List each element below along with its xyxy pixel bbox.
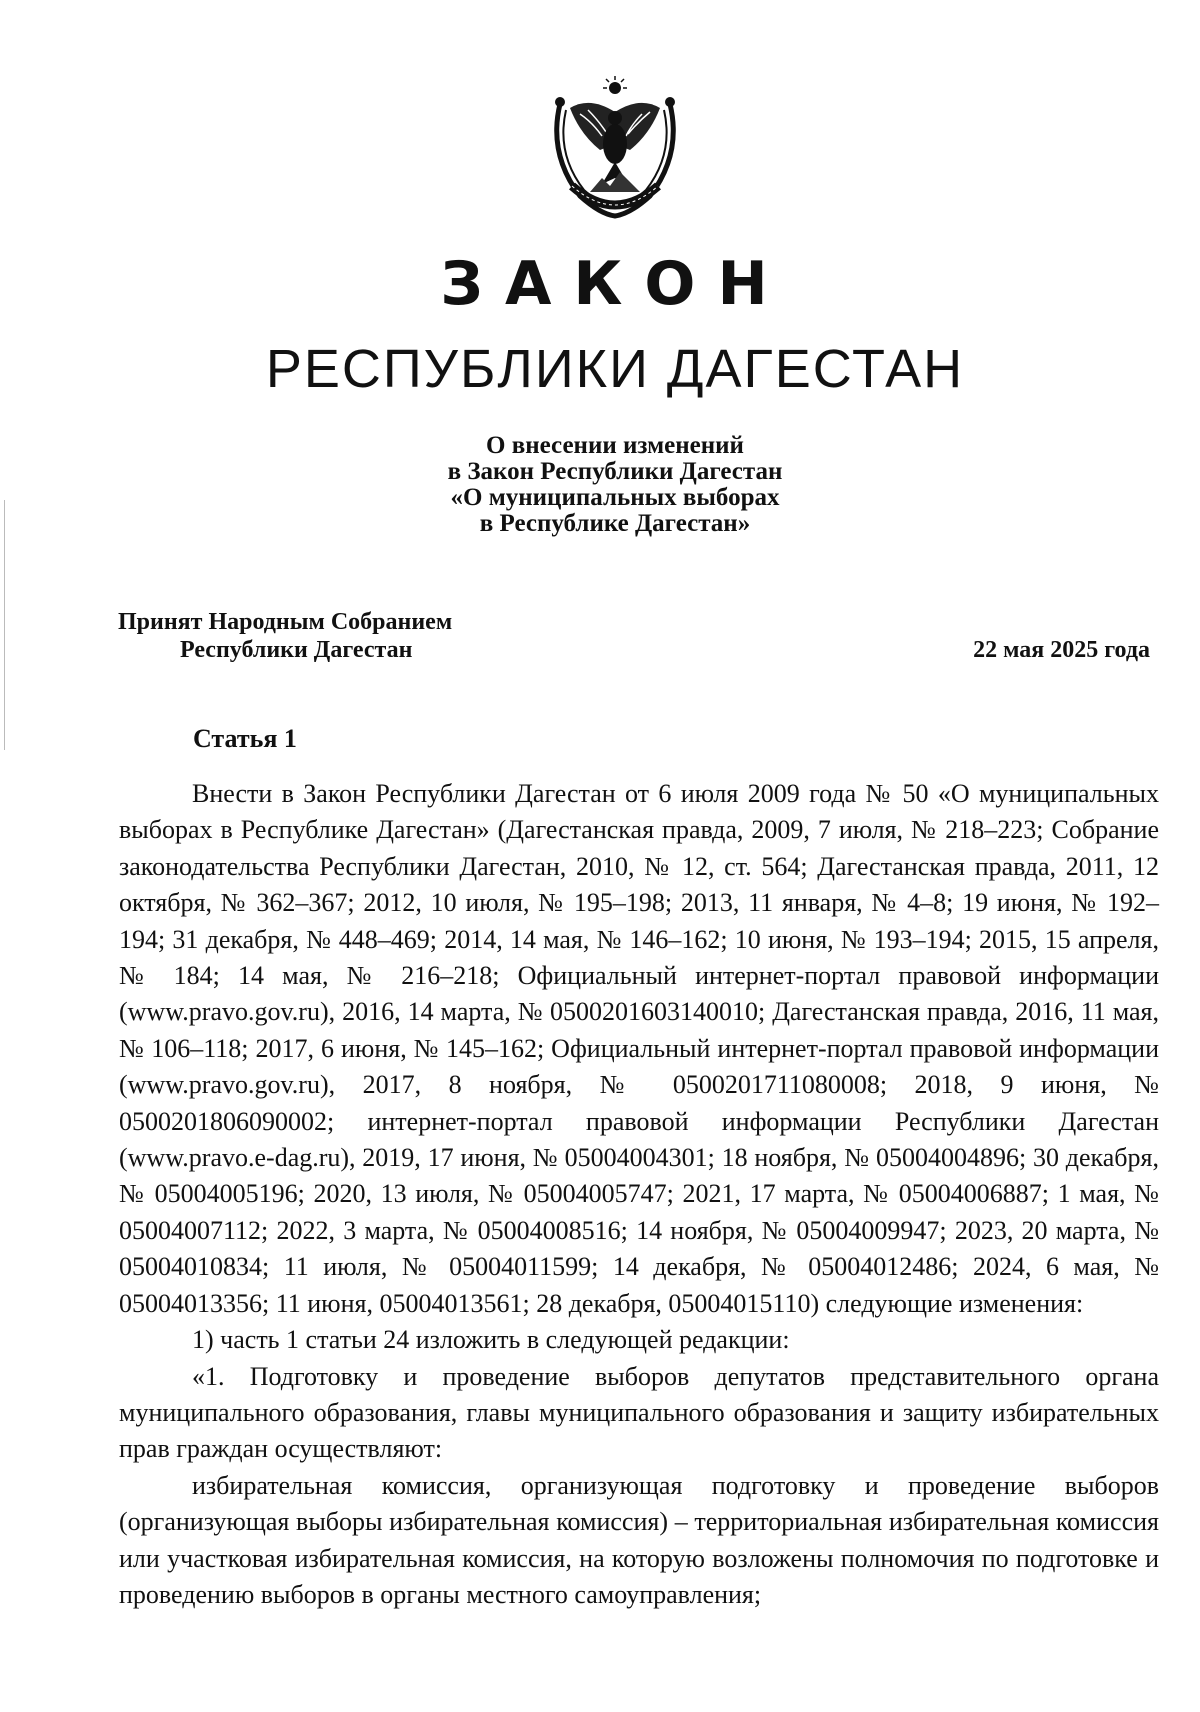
subject-line: в Закон Республики Дагестан — [447, 458, 783, 485]
adopted-by-line: Республики Дагестан — [180, 637, 413, 663]
document-title: ЗАКОН — [440, 249, 790, 319]
document-subtitle: РЕСПУБЛИКИ ДАГЕСТАН — [265, 339, 965, 399]
document-subject — [0, 433, 1200, 537]
subject-line: «О муниципальных выборах — [450, 484, 780, 511]
adopted-date: 22 мая 2025 года — [973, 637, 1150, 663]
subject-line: в Республике Дагестан» — [479, 510, 751, 537]
article-title: Статья 1 — [193, 724, 297, 753]
emblem-graphic — [540, 74, 690, 226]
adopted-by-line: Принят Народным Собранием — [118, 609, 453, 635]
paragraph: 1) часть 1 статьи 24 изложить в следующей редакции: — [192, 1325, 790, 1355]
paragraph: избирательная комиссия, организующая подготовку и проведение выборов (организующая выборы избирательная комиссия) – территориальная избирательная комиссия или участковая избирательная комиссия, на которую возложены полномочия по подготовке и проведению выборов в органы местного самоуправления; — [119, 1470, 1159, 1609]
subject-line: О внесении изменений — [486, 432, 744, 459]
coat-of-arms-icon — [540, 74, 690, 226]
paragraph: Внести в Закон Республики Дагестан от 6 июля 2009 года № 50 «О муниципальных выборах в Республике Дагестан» (Дагестанская правда, 2009, 7 июля, № 218–223; Собрание законодательства Республики Дагестан, 2010, № 12, ст. 564; Дагестанская правда, 2011, 12 октября, № 362–367; 2012, 10 июля, № 195–198; 2013, 11 января, № 4–8; 19 июня, № 192–194; 31 декабря, № 448–469; 2014, 14 мая, № 146–162; 10 июня, № 193–194; 2015, 15 апреля, № 184; 14 мая, № 216–218; Официальный интернет-портал правовой информации (www.pravo.gov.ru), 2016, 14 марта, № 0500201603140010; Дагестанская правда, 2016, 11 мая, № 106–118; 2017, 6 июня, № 145–162; Официальный интернет-портал правовой информации (www.pravo.gov.ru), 2017, 8 ноября, № 0500201711080008; 2018, 9 июня, № 0500201806090002; интернет-портал правовой информации Республики Дагестан (www.pravo.e-dag.ru), 2019, 17 июня, № 05004004301; 18 ноября, № 05004004896; 30 декабря, № 05004005196; 2020, 13 июля, № 05004005747; 2021, 17 марта, № 05004006887; 1 мая, № 05004007112; 2022, 3 марта, № 05004008516; 14 ноября, № 05004009947; 2023, 20 марта, № 05004010834; 11 июля, № 05004011599; 14 декабря, № 05004012486; 2024, 6 мая, № 05004013356; 11 июня, 05004013561; 28 декабря, 05004015110) следующие изменения: — [119, 779, 1159, 1318]
adopted-by — [118, 608, 452, 664]
article-body — [119, 776, 1159, 1613]
paragraph: «1. Подготовку и проведение выборов депутатов представительного органа муниципального образования, главы муниципального образования и защиту избирательных прав граждан осуществляют: — [119, 1361, 1159, 1464]
scan-edge-line — [4, 500, 5, 750]
